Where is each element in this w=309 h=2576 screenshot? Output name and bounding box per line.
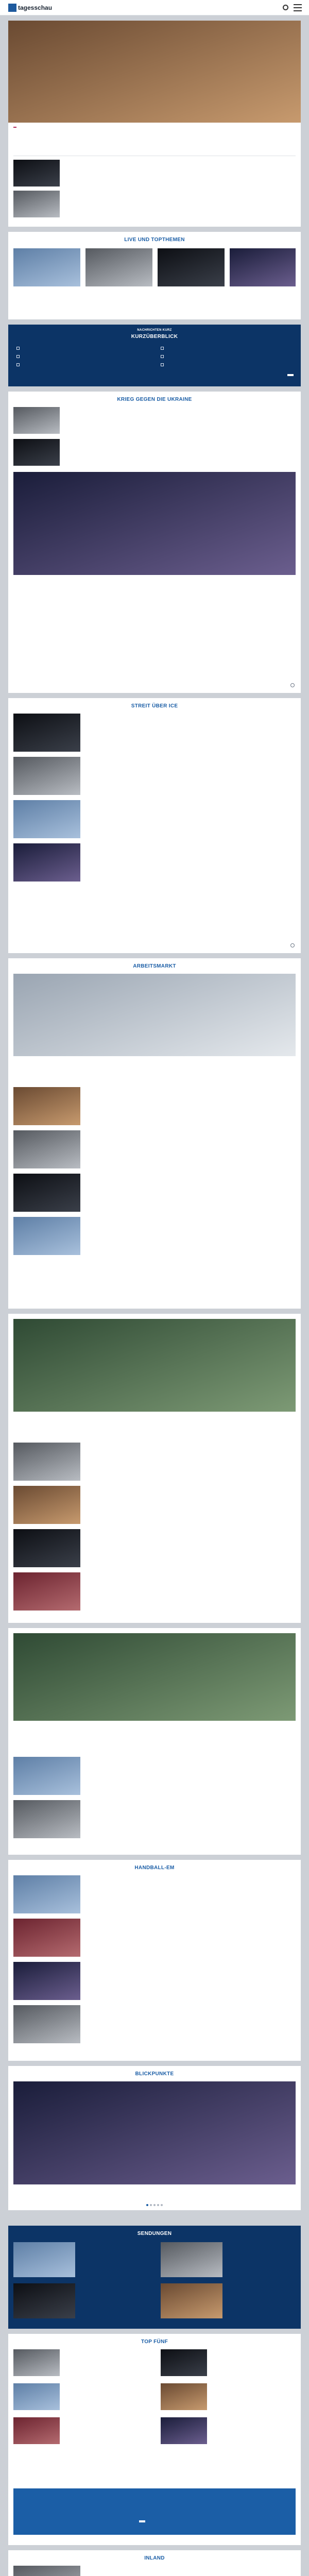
teaser-image[interactable] [13, 2566, 80, 2576]
section-title: BLICKPUNKTE [135, 2071, 174, 2077]
check-icon [161, 355, 164, 358]
teaser-image[interactable] [161, 2283, 222, 2318]
kurz-item[interactable] [16, 363, 145, 366]
teaser-image[interactable] [13, 1443, 80, 1481]
section-title: KURZÜBERBLICK [131, 334, 178, 340]
site-logo[interactable] [8, 3, 52, 12]
carousel-dots[interactable] [8, 2204, 301, 2206]
teaser-image[interactable] [13, 248, 80, 286]
section-kicker: NACHRICHTEN KURZ [137, 329, 172, 332]
inland-section [8, 2550, 301, 2576]
teaser-image[interactable] [13, 2005, 80, 2043]
teaser-image[interactable] [13, 2417, 60, 2444]
more-link[interactable] [289, 943, 295, 947]
kurz-item[interactable] [16, 346, 145, 350]
feature-image[interactable] [13, 974, 296, 1056]
lead-section [8, 21, 301, 227]
chronik-section [8, 1628, 301, 1855]
section-title: INLAND [144, 2555, 165, 2561]
teaser-image[interactable] [161, 2349, 207, 2376]
blickpunkte-section [8, 2066, 301, 2210]
teaser-image[interactable] [161, 2242, 222, 2277]
section-title: TOP FÜNF [141, 2339, 168, 2345]
teaser-image[interactable] [13, 2283, 75, 2318]
kurz-item[interactable] [161, 354, 289, 358]
teaser-image[interactable] [13, 1800, 80, 1838]
lead-sub-image[interactable] [13, 160, 60, 187]
kurz-button[interactable] [287, 374, 294, 376]
top-five-section [8, 2334, 301, 2545]
kurz-item[interactable] [161, 346, 289, 350]
ukraine-section [8, 392, 301, 693]
check-icon [16, 347, 20, 350]
section-title: LIVE UND TOPTHEMEN [124, 237, 185, 243]
teaser-image[interactable] [158, 248, 225, 286]
streit-section [8, 698, 301, 953]
check-icon [16, 355, 20, 358]
teaser-image[interactable] [13, 800, 80, 838]
check-icon [161, 363, 164, 366]
kurz-item[interactable] [16, 354, 145, 358]
arbeitsmarkt-section [8, 958, 301, 1309]
arrow-right-icon [290, 683, 295, 687]
kurz-item[interactable] [161, 363, 289, 366]
teaser-image[interactable] [13, 407, 60, 434]
menu-icon[interactable] [294, 4, 302, 11]
newsletter-button[interactable] [139, 2520, 145, 2522]
top-navigation-bar [0, 0, 309, 15]
gallery-image[interactable] [13, 2081, 296, 2184]
teaser-image[interactable] [13, 1572, 80, 1611]
section-title: SENDUNGEN [137, 2231, 172, 2236]
live-topthemen-section [8, 232, 301, 319]
teaser-image[interactable] [13, 439, 60, 466]
teaser-image[interactable] [13, 1529, 80, 1567]
lead-tag [13, 127, 16, 128]
teaser-image[interactable] [85, 248, 152, 286]
check-icon [161, 347, 164, 350]
lead-sub-image[interactable] [13, 191, 60, 217]
teaser-image[interactable] [13, 1875, 80, 1913]
teaser-image[interactable] [13, 1486, 80, 1524]
teaser-image[interactable] [161, 2383, 207, 2410]
section-title: ARBEITSMARKT [133, 963, 176, 969]
teaser-image[interactable] [13, 843, 80, 882]
teaser-image[interactable] [13, 1217, 80, 1255]
teaser-image[interactable] [13, 757, 80, 795]
feature-image[interactable] [13, 1319, 296, 1412]
teaser-image[interactable] [13, 1757, 80, 1795]
teaser-image[interactable] [13, 2383, 60, 2410]
teaser-image[interactable] [13, 1174, 80, 1212]
teaser-image[interactable] [13, 1962, 80, 2000]
teaser-image[interactable] [13, 1130, 80, 1168]
kurz-section [8, 325, 301, 386]
logo-mark-icon [8, 4, 16, 12]
section-title: HANDBALL-EM [134, 1865, 175, 1871]
check-icon [16, 363, 20, 366]
search-icon[interactable] [283, 5, 288, 10]
teaser-image[interactable] [13, 2349, 60, 2376]
feature-image[interactable] [13, 472, 296, 575]
teaser-image[interactable] [13, 1919, 80, 1957]
sendungen-section [8, 2226, 301, 2329]
news-section [8, 1314, 301, 1623]
teaser-image[interactable] [13, 714, 80, 752]
teaser-image[interactable] [13, 2242, 75, 2277]
teaser-image[interactable] [161, 2417, 207, 2444]
logo-text: tagesschau [18, 4, 53, 11]
handball-section [8, 1860, 301, 2061]
more-link[interactable] [289, 683, 295, 687]
section-title: KRIEG GEGEN DIE UKRAINE [117, 397, 192, 402]
teaser-image[interactable] [230, 248, 296, 286]
lead-image[interactable] [8, 21, 301, 123]
header-icons [283, 5, 288, 10]
newsletter-box [13, 2488, 296, 2535]
feature-image[interactable] [13, 1633, 296, 1721]
arrow-right-icon [290, 943, 295, 947]
teaser-image[interactable] [13, 1087, 80, 1125]
section-title: STREIT ÜBER ICE [131, 703, 178, 709]
